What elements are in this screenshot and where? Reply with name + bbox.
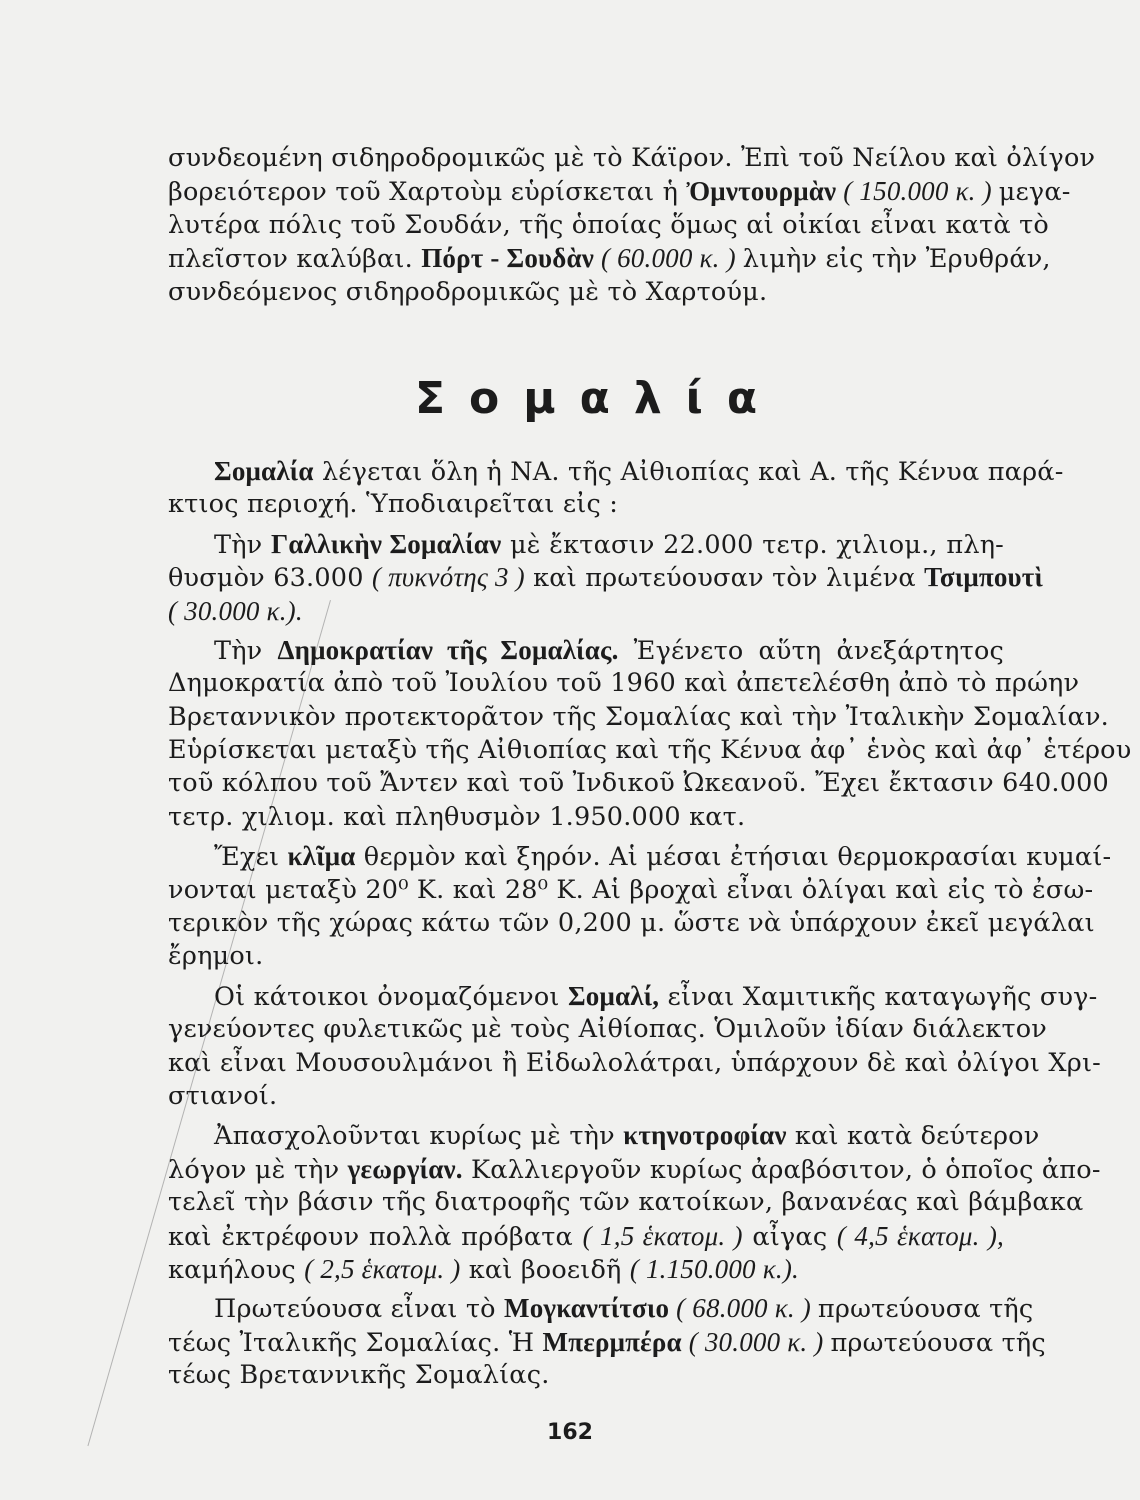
text-run: Ἀπασχολοῦνται κυρίως μὲ τὴν	[214, 1121, 624, 1152]
bold-term: γεωργίαν.	[347, 1153, 463, 1184]
text-run: θερμὸν καὶ ξηρόν. Αἱ μέσαι ἐτήσιαι θερμοκρασίαι κυμαί-	[355, 842, 1112, 873]
text-run: τέως Ἰταλικῆς Σομαλίας. Ἡ	[168, 1327, 543, 1358]
text-run: αἶγας	[742, 1221, 837, 1252]
document-page	[168, 142, 1132, 1393]
text-run: καὶ πρωτεύουσαν τὸν λιμένα	[524, 563, 925, 594]
bold-term: Ὀμντουρμὰν	[686, 176, 837, 207]
italic-figure: ( 60.000 κ. )	[594, 243, 743, 274]
text-line	[168, 276, 1004, 309]
text-line	[168, 1119, 1040, 1152]
text-run: Βρεταννικὸν προτεκτορᾶτον τῆς Σομαλίας καὶ τὴν Ἰταλικὴν Σομαλίαν.	[168, 701, 1109, 732]
text-run: τετρ. χιλιομ. καὶ πληθυσμὸν 1.950.000 κατ.	[168, 801, 746, 832]
italic-figure: ( 30.000 κ.).	[168, 595, 303, 626]
text-run: Τὴν	[214, 529, 272, 560]
italic-figure: ( 1.150.000 κ.).	[629, 1253, 799, 1284]
text-line	[168, 1080, 1004, 1113]
text-line	[168, 528, 1004, 561]
text-run: λυτέρα πόλις τοῦ Σουδάν, τῆς ὁποίας ὅμως αἱ οἰκίαι εἶναι κατὰ τὸ	[168, 209, 1049, 240]
text-line	[168, 1153, 1101, 1186]
text-line	[168, 1013, 1048, 1046]
text-run: τέως Βρεταννικῆς Σομαλίας.	[168, 1360, 550, 1391]
text-run: λόγον μὲ τὴν	[168, 1154, 348, 1185]
text-run: συνδεόμενος σιδηροδρομικῶς μὲ τὸ Χαρτούμ.	[168, 276, 768, 307]
text-run: βορειότερον τοῦ Χαρτοὺμ εὑρίσκεται ἡ	[168, 177, 687, 208]
text-line	[168, 767, 1109, 800]
text-run: καὶ κατὰ δεύτερον	[786, 1121, 1040, 1152]
text-run: ἔρημοι.	[168, 941, 264, 972]
text-run: μὲ ἔκτασιν 22.000 τετρ. χιλιομ., πλη-	[501, 529, 1004, 560]
bold-term: Πόρτ - Σουδὰν	[421, 243, 595, 274]
text-run: τερικὸν τῆς χώρας κάτω τῶν 0,200 μ. ὥστε νὰ ὑπάρχουν ἐκεῖ μεγάλαι	[168, 908, 1095, 939]
text-run: πρωτεύουσα τῆς	[830, 1327, 1046, 1358]
text-line	[168, 1186, 1084, 1219]
text-run: Ἐγένετο αὕτη ἀνεξάρτητος	[618, 635, 1004, 666]
text-run: Οἱ κάτοικοι ὀνομαζόμενοι	[214, 981, 568, 1012]
italic-figure: ( 68.000 κ. )	[669, 1293, 818, 1324]
text-line	[168, 142, 1096, 175]
text-run: στιανοί.	[168, 1080, 278, 1111]
section-title: Σομαλία	[414, 372, 782, 424]
text-run: Δημοκρατία ἀπὸ τοῦ Ἰουλίου τοῦ 1960 καὶ ἀπετελέσθη ἀπὸ τὸ πρώην	[168, 668, 1080, 699]
text-line	[168, 980, 1098, 1013]
text-run: τοῦ κόλπου τοῦ Ἄντεν καὶ τοῦ Ἰνδικοῦ Ὠκεανοῦ. Ἔχει ἔκτασιν 640.000	[168, 768, 1109, 799]
bold-term: Μπερμπέρα	[542, 1326, 682, 1357]
text-line	[168, 488, 1004, 521]
text-run: καὶ εἶναι Μουσουλμάνοι ἢ Εἰδωλολάτραι, ὑπάρχουν δὲ καὶ ὀλίγοι Χρι-	[168, 1047, 1101, 1078]
text-line	[168, 1220, 1004, 1253]
text-line	[168, 1292, 1034, 1325]
text-line	[168, 701, 1109, 734]
text-run: κτιος περιοχή. Ὑποδιαιρεῖται εἰς :	[168, 489, 619, 520]
bold-term: Σομαλία	[214, 455, 314, 486]
text-run: λέγεται ὅλη ἡ ΝΑ. τῆς Αἰθιοπίας καὶ Α. τῆς Κένυα παρά-	[313, 456, 1064, 487]
text-run: συνδεομένη σιδηροδρομικῶς μὲ τὸ Κάϊρον. Ἐπὶ τοῦ Νείλου καὶ ὀλίγον	[168, 143, 1096, 173]
italic-figure: ( 1,5 ἑκατομ. )	[582, 1220, 743, 1251]
text-line	[168, 840, 1112, 873]
text-line	[168, 907, 1095, 940]
bold-term: Μογκαντίτσιο	[504, 1293, 670, 1324]
text-line	[168, 667, 1080, 700]
text-run: γενεύοντες φυλετικῶς μὲ τοὺς Αἰθίοπας. Ὁμιλοῦν ἰδίαν διάλεκτον	[168, 1014, 1048, 1045]
page-number: 162	[547, 1420, 593, 1445]
text-line	[168, 1253, 1004, 1286]
text-line	[168, 175, 1071, 208]
text-line	[168, 801, 1004, 834]
bold-term: Σομαλί,	[567, 980, 660, 1011]
text-run: εἶναι Χαμιτικῆς καταγωγῆς συγ-	[659, 981, 1098, 1012]
text-line	[168, 561, 1043, 594]
text-run: τελεῖ τὴν βάσιν τῆς διατροφῆς τῶν κατοίκων, βανανέας καὶ βάμβακα	[168, 1187, 1084, 1218]
text-line	[168, 595, 1004, 628]
italic-figure: ( πυκνότης 3 )	[371, 562, 525, 593]
section-body	[168, 455, 1132, 1393]
italic-figure: ( 150.000 κ. )	[836, 176, 999, 207]
text-line	[168, 940, 1004, 973]
text-line	[168, 1047, 1101, 1080]
text-run: Ἔχει	[214, 842, 288, 873]
italic-figure: ( 2,5 ἑκατομ. )	[304, 1253, 461, 1284]
bold-term: κτηνοτροφίαν	[623, 1120, 787, 1151]
intro-paragraph	[168, 142, 1096, 309]
text-run: νονται μεταξὺ 20⁰ Κ. καὶ 28⁰ Κ. Αἱ βροχαὶ εἶναι ὀλίγαι καὶ εἰς τὸ ἐσω-	[168, 874, 1094, 905]
text-run: Πρωτεύουσα εἶναι τὸ	[214, 1294, 505, 1325]
text-run: Τὴν	[214, 635, 278, 666]
bold-term: Δημοκρατίαν τῆς Σομαλίας.	[277, 634, 619, 665]
text-run: μεγα-	[998, 177, 1071, 208]
text-line	[168, 874, 1094, 907]
text-run: Εὑρίσκεται μεταξὺ τῆς Αἰθιοπίας καὶ τῆς Κένυα ἀφ᾽ ἑνὸς καὶ ἀφ᾽ ἑτέρου	[168, 735, 1132, 766]
text-run: πρωτεύουσα τῆς	[817, 1294, 1034, 1325]
text-run: Καλλιεργοῦν κυρίως ἀραβόσιτον, ὁ ὁποῖος ἀπο-	[462, 1154, 1101, 1185]
bold-term: Τσιμπουτὶ	[924, 562, 1043, 593]
italic-figure: ( 30.000 κ. )	[681, 1326, 831, 1357]
text-line	[168, 634, 1004, 667]
text-run: καὶ βοοειδῆ	[460, 1254, 630, 1285]
text-run: θυσμὸν 63.000	[168, 563, 372, 594]
text-line	[168, 734, 1132, 767]
text-run: καμήλους	[168, 1254, 305, 1285]
text-line	[168, 1359, 1004, 1392]
bold-term: κλῖμα	[287, 841, 356, 872]
text-line	[168, 209, 1049, 242]
text-line	[168, 242, 1051, 275]
italic-figure: ( 4,5 ἑκατομ. ),	[836, 1220, 1005, 1251]
text-run: καὶ ἐκτρέφουν πολλὰ πρόβατα	[168, 1221, 583, 1252]
text-line	[168, 455, 1064, 488]
text-run: λιμὴν εἰς τὴν Ἐρυθράν,	[742, 244, 1051, 275]
text-line	[168, 1326, 1046, 1359]
text-run: πλεῖστον καλύβαι.	[168, 244, 422, 275]
bold-term: Γαλλικὴν Σομαλίαν	[271, 528, 502, 559]
